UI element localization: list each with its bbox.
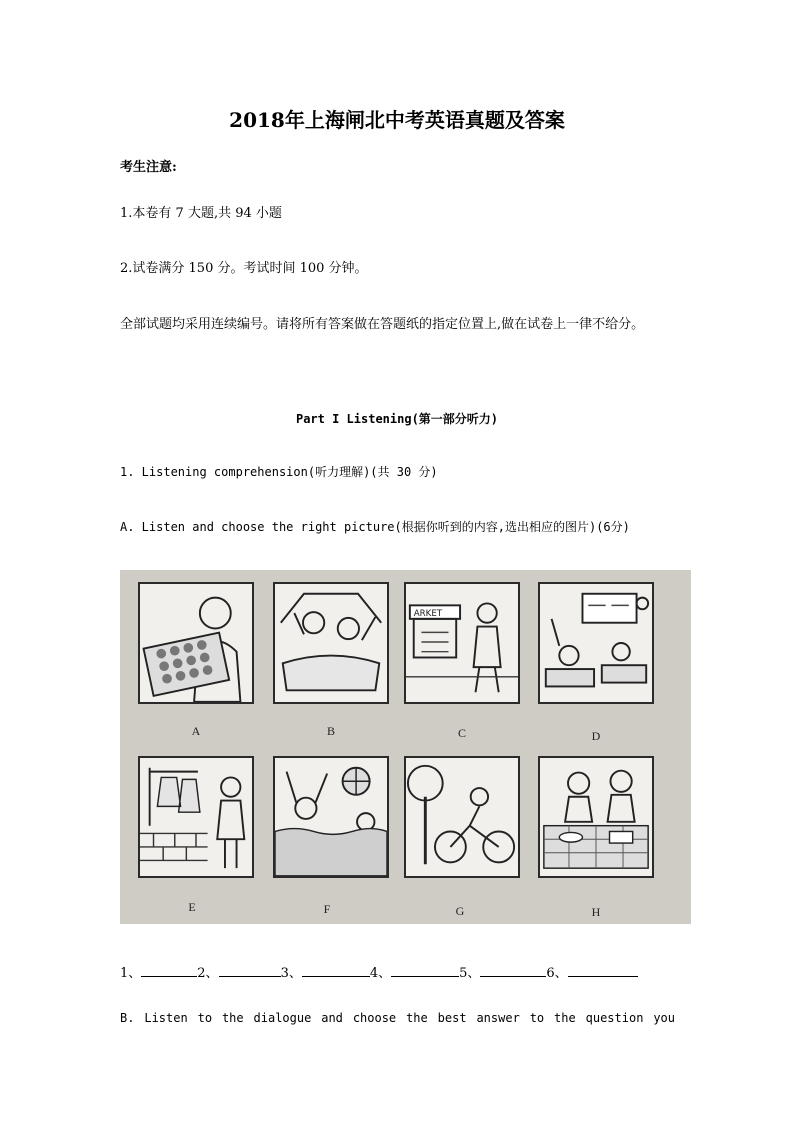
note-1: 1.本卷有 7 大题,共 94 小题	[120, 206, 282, 221]
classroom-illustration	[540, 584, 652, 702]
notice-heading: 考生注意:	[120, 160, 177, 175]
answer-blank-4[interactable]	[391, 964, 459, 977]
answer-blank-1[interactable]	[141, 964, 197, 977]
picture-f	[273, 756, 389, 878]
picture-g	[404, 756, 520, 878]
kids-waving-illustration	[275, 584, 387, 702]
picture-e	[138, 756, 254, 878]
picture-label-g: G	[455, 904, 465, 918]
picnic-illustration	[540, 758, 652, 876]
part-heading: Part I Listening(第一部分听力)	[295, 412, 499, 426]
answer-blanks	[120, 962, 638, 981]
clothes-shop-illustration	[140, 758, 252, 876]
picture-label-h: H	[591, 905, 601, 919]
picture-b	[273, 582, 389, 704]
picture-h	[538, 756, 654, 878]
blank-number-6: 6、	[546, 966, 568, 981]
answer-blank-5[interactable]	[480, 964, 546, 977]
answer-blank-2[interactable]	[219, 964, 281, 977]
picture-d	[538, 582, 654, 704]
picture-label-c: C	[457, 726, 466, 740]
section-a-heading: A. Listen and choose the right picture(根据你听到的内容,选出相应的图片)(6分)	[120, 520, 630, 534]
bicycle-illustration	[406, 758, 518, 876]
blank-number-2: 2、	[197, 966, 219, 981]
picture-label-b: B	[326, 724, 335, 738]
svg-text:ARKET: ARKET	[413, 608, 443, 619]
blank-number-5: 5、	[459, 966, 481, 981]
answer-blank-6[interactable]	[568, 964, 638, 977]
picture-c	[404, 582, 520, 704]
blank-number-4: 4、	[369, 966, 392, 981]
picture-sheet	[120, 570, 691, 924]
swimming-pool-illustration	[275, 758, 387, 876]
picture-label-f: F	[323, 902, 331, 916]
picture-label-a: A	[191, 724, 201, 738]
picture-a	[138, 582, 254, 704]
note-2: 2.试卷满分 150 分。考试时间 100 分钟。	[120, 261, 368, 276]
blank-number-1: 1、	[120, 966, 142, 981]
picture-label-e: E	[188, 900, 196, 914]
blank-number-3: 3、	[280, 966, 302, 981]
market-girl-illustration	[406, 584, 518, 702]
baking-tray-illustration	[140, 584, 252, 702]
note-3: 全部试题均采用连续编号。请将所有答案做在答题纸的指定位置上,做在试卷上一律不给分。	[120, 317, 645, 332]
page-title: 2018年上海闸北中考英语真题及答案	[229, 108, 565, 132]
section-1-heading: 1. Listening comprehension(听力理解)(共 30 分)	[120, 465, 438, 479]
answer-blank-3[interactable]	[302, 964, 370, 977]
section-b-heading: B. Listen to the dialogue and choose the best answer to the question you	[120, 1011, 675, 1025]
picture-label-d: D	[591, 729, 601, 743]
